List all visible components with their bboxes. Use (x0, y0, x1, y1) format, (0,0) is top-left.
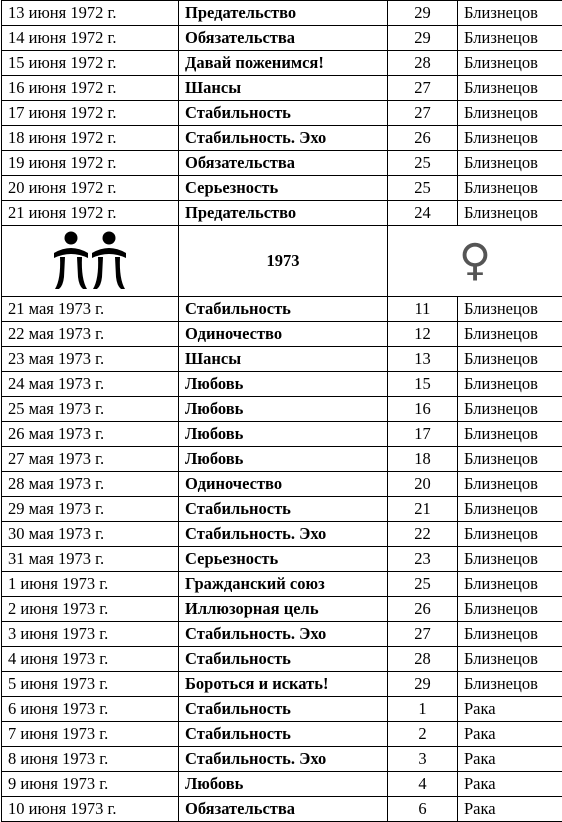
date-cell: 20 июня 1972 г. (2, 176, 179, 201)
name-cell: Стабильность. Эхо (179, 747, 388, 772)
table-row (2, 322, 562, 347)
date-cell: 15 июня 1972 г. (2, 51, 179, 76)
num-cell: 4 (388, 772, 458, 797)
name-cell: Предательство (179, 201, 388, 226)
date-cell: 16 июня 1972 г. (2, 76, 179, 101)
sign-cell: Близнецов (458, 597, 562, 622)
sign-cell: Близнецов (458, 447, 562, 472)
sign-cell: Близнецов (458, 297, 562, 322)
name-cell: Любовь (179, 372, 388, 397)
num-cell: 21 (388, 497, 458, 522)
sign-cell: Рака (458, 697, 562, 722)
date-cell: 19 июня 1972 г. (2, 151, 179, 176)
table-row (2, 201, 562, 226)
table-row (2, 397, 562, 422)
date-cell: 14 июня 1972 г. (2, 26, 179, 51)
gemini-icon-cell (2, 226, 179, 297)
date-cell: 1 июня 1973 г. (2, 572, 179, 597)
name-cell: Стабильность (179, 101, 388, 126)
table-row (2, 151, 562, 176)
table-row (2, 572, 562, 597)
name-cell: Стабильность (179, 697, 388, 722)
date-cell: 27 мая 1973 г. (2, 447, 179, 472)
table-row (2, 672, 562, 697)
table-row (2, 372, 562, 397)
table-row (2, 747, 562, 772)
num-cell: 27 (388, 622, 458, 647)
date-cell: 4 июня 1973 г. (2, 647, 179, 672)
sign-cell: Близнецов (458, 622, 562, 647)
date-cell: 26 мая 1973 г. (2, 422, 179, 447)
name-cell: Стабильность (179, 722, 388, 747)
sign-cell: Близнецов (458, 472, 562, 497)
rows-1973 (2, 297, 562, 822)
date-cell: 7 июня 1973 г. (2, 722, 179, 747)
table-row (2, 472, 562, 497)
num-cell: 27 (388, 76, 458, 101)
name-cell: Серьезность (179, 547, 388, 572)
birthday-table (1, 0, 562, 822)
num-cell: 29 (388, 1, 458, 26)
name-cell: Стабильность (179, 297, 388, 322)
date-cell: 9 июня 1973 г. (2, 772, 179, 797)
date-cell: 2 июня 1973 г. (2, 597, 179, 622)
name-cell: Одиночество (179, 472, 388, 497)
table-row (2, 176, 562, 201)
num-cell: 29 (388, 672, 458, 697)
table-row (2, 622, 562, 647)
table-row (2, 697, 562, 722)
name-cell: Серьезность (179, 176, 388, 201)
year-header-row (2, 226, 562, 297)
sign-cell: Рака (458, 722, 562, 747)
name-cell: Любовь (179, 422, 388, 447)
table-row (2, 497, 562, 522)
name-cell: Предательство (179, 1, 388, 26)
sign-cell: Близнецов (458, 372, 562, 397)
name-cell: Стабильность. Эхо (179, 126, 388, 151)
date-cell: 28 мая 1973 г. (2, 472, 179, 497)
date-cell: 21 мая 1973 г. (2, 297, 179, 322)
name-cell: Обязательства (179, 797, 388, 822)
num-cell: 28 (388, 647, 458, 672)
name-cell: Стабильность. Эхо (179, 522, 388, 547)
sign-cell: Близнецов (458, 1, 562, 26)
name-cell: Стабильность (179, 497, 388, 522)
name-cell: Шансы (179, 347, 388, 372)
sign-cell: Близнецов (458, 76, 562, 101)
year-header (2, 226, 562, 297)
date-cell: 25 мая 1973 г. (2, 397, 179, 422)
table-row (2, 76, 562, 101)
date-cell: 22 мая 1973 г. (2, 322, 179, 347)
num-cell: 15 (388, 372, 458, 397)
sign-cell: Близнецов (458, 201, 562, 226)
name-cell: Обязательства (179, 26, 388, 51)
table-row (2, 597, 562, 622)
sign-cell: Близнецов (458, 101, 562, 126)
table-row (2, 522, 562, 547)
date-cell: 13 июня 1972 г. (2, 1, 179, 26)
sign-cell: Близнецов (458, 151, 562, 176)
rows-1972 (2, 1, 562, 226)
sign-cell: Близнецов (458, 126, 562, 151)
sign-cell: Близнецов (458, 322, 562, 347)
num-cell: 3 (388, 747, 458, 772)
num-cell: 26 (388, 126, 458, 151)
sign-cell: Рака (458, 747, 562, 772)
venus-icon: ♀ (459, 239, 491, 283)
num-cell: 23 (388, 547, 458, 572)
date-cell: 23 мая 1973 г. (2, 347, 179, 372)
sign-cell: Близнецов (458, 522, 562, 547)
num-cell: 11 (388, 297, 458, 322)
date-cell: 24 мая 1973 г. (2, 372, 179, 397)
num-cell: 18 (388, 447, 458, 472)
table-row (2, 797, 562, 822)
sign-cell: Близнецов (458, 497, 562, 522)
name-cell: Стабильность. Эхо (179, 622, 388, 647)
num-cell: 24 (388, 201, 458, 226)
name-cell: Иллюзорная цель (179, 597, 388, 622)
date-cell: 17 июня 1972 г. (2, 101, 179, 126)
name-cell: Любовь (179, 447, 388, 472)
date-cell: 18 июня 1972 г. (2, 126, 179, 151)
date-cell: 29 мая 1973 г. (2, 497, 179, 522)
date-cell: 31 мая 1973 г. (2, 547, 179, 572)
date-cell: 10 июня 1973 г. (2, 797, 179, 822)
num-cell: 22 (388, 522, 458, 547)
num-cell: 28 (388, 51, 458, 76)
sign-cell: Близнецов (458, 672, 562, 697)
sign-cell: Близнецов (458, 347, 562, 372)
year-label: 1973 (179, 226, 388, 297)
name-cell: Давай поженимся! (179, 51, 388, 76)
num-cell: 25 (388, 572, 458, 597)
name-cell: Гражданский союз (179, 572, 388, 597)
sign-cell: Близнецов (458, 547, 562, 572)
sign-cell: Близнецов (458, 176, 562, 201)
num-cell: 6 (388, 797, 458, 822)
table-row (2, 347, 562, 372)
name-cell: Бороться и искать! (179, 672, 388, 697)
date-cell: 21 июня 1972 г. (2, 201, 179, 226)
num-cell: 17 (388, 422, 458, 447)
name-cell: Любовь (179, 772, 388, 797)
sign-cell: Близнецов (458, 422, 562, 447)
table-row (2, 647, 562, 672)
table-row (2, 772, 562, 797)
sign-cell: Близнецов (458, 647, 562, 672)
name-cell: Любовь (179, 397, 388, 422)
sign-cell: Рака (458, 772, 562, 797)
name-cell: Одиночество (179, 322, 388, 347)
num-cell: 27 (388, 101, 458, 126)
gemini-twins-icon (50, 231, 130, 291)
date-cell: 3 июня 1973 г. (2, 622, 179, 647)
table-row (2, 297, 562, 322)
num-cell: 25 (388, 176, 458, 201)
table-row (2, 26, 562, 51)
sign-cell: Близнецов (458, 397, 562, 422)
num-cell: 12 (388, 322, 458, 347)
num-cell: 26 (388, 597, 458, 622)
sign-cell: Рака (458, 797, 562, 822)
date-cell: 8 июня 1973 г. (2, 747, 179, 772)
table-row (2, 1, 562, 26)
table-row (2, 422, 562, 447)
num-cell: 25 (388, 151, 458, 176)
table-row (2, 722, 562, 747)
venus-icon-cell (388, 226, 562, 297)
table-row (2, 547, 562, 572)
date-cell: 30 мая 1973 г. (2, 522, 179, 547)
date-cell: 5 июня 1973 г. (2, 672, 179, 697)
num-cell: 1 (388, 697, 458, 722)
num-cell: 16 (388, 397, 458, 422)
name-cell: Обязательства (179, 151, 388, 176)
sign-cell: Близнецов (458, 51, 562, 76)
num-cell: 2 (388, 722, 458, 747)
table-row (2, 447, 562, 472)
sign-cell: Близнецов (458, 572, 562, 597)
table-row (2, 126, 562, 151)
name-cell: Стабильность (179, 647, 388, 672)
name-cell: Шансы (179, 76, 388, 101)
num-cell: 20 (388, 472, 458, 497)
table-row (2, 101, 562, 126)
table-row (2, 51, 562, 76)
date-cell: 6 июня 1973 г. (2, 697, 179, 722)
num-cell: 29 (388, 26, 458, 51)
num-cell: 13 (388, 347, 458, 372)
sign-cell: Близнецов (458, 26, 562, 51)
